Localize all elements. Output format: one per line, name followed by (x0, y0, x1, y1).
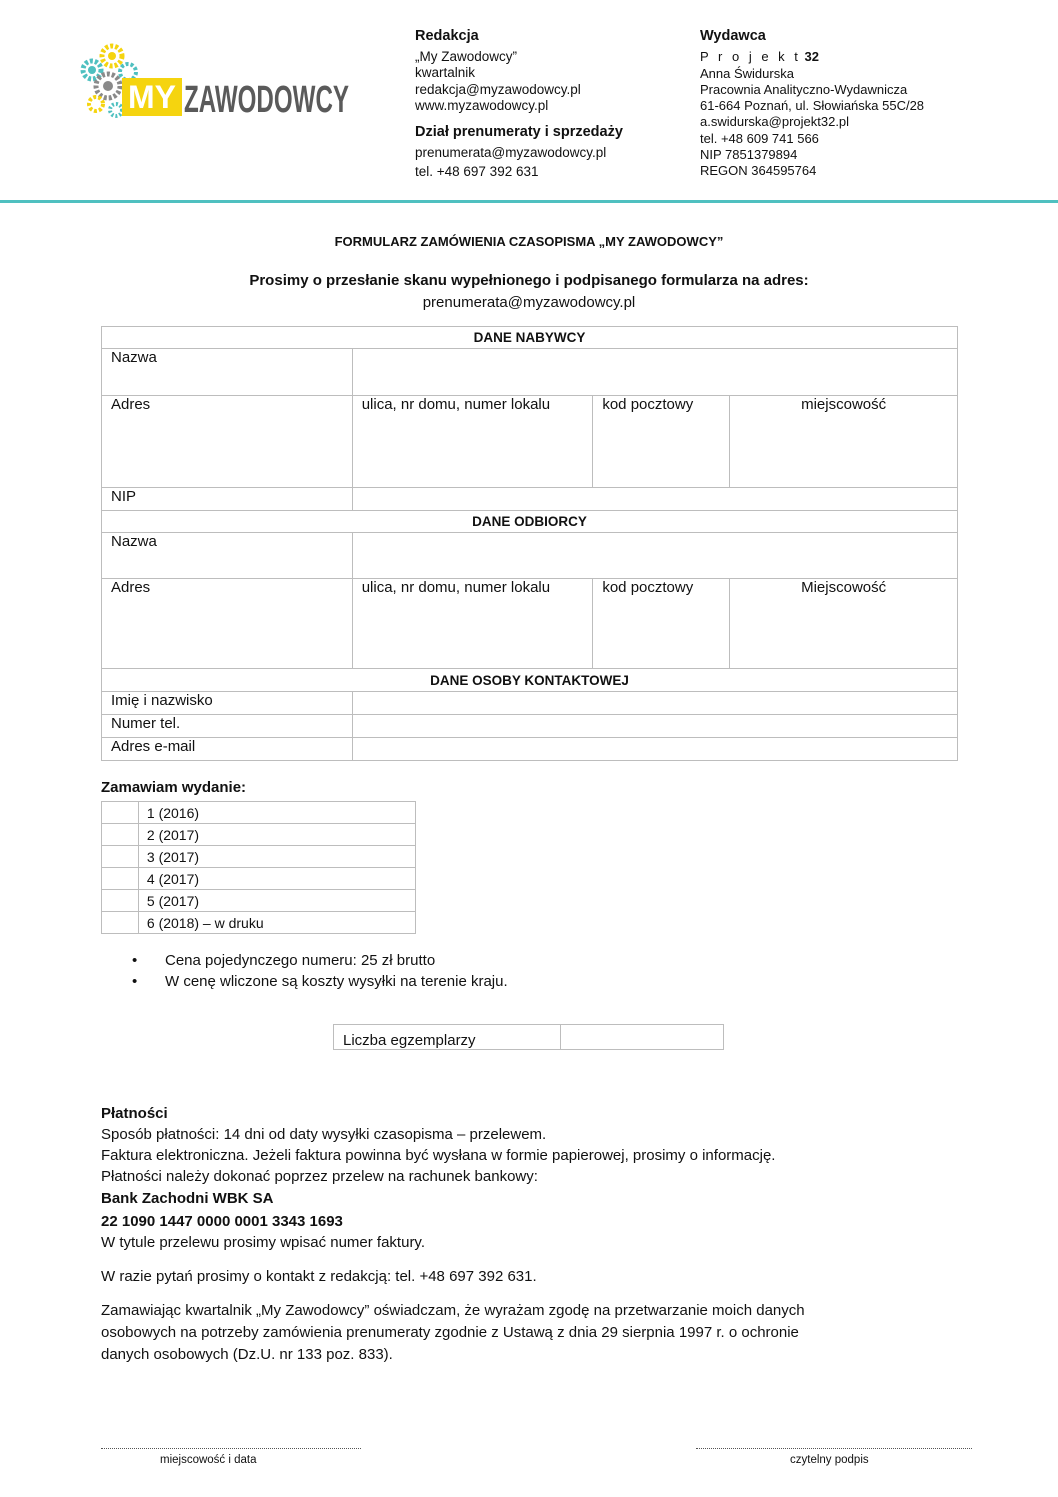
payment-text: W tytule przelewu prosimy wpisać numer faktury. (101, 1234, 425, 1251)
place-date-label: miejscowość i data (160, 1454, 257, 1466)
redakcja-block (415, 28, 623, 181)
dzial-heading: Dział prenumeraty i sprzedaży (415, 123, 623, 140)
wydawca-line: Pracownia Analityczno-Wydawnicza (700, 81, 908, 97)
redakcja-line: kwartalnik (415, 65, 476, 80)
logo-my: MY (128, 79, 176, 115)
label-nip: NIP (102, 488, 353, 511)
my-zawodowcy-logo (78, 42, 353, 122)
section-heading-odbiorca: DANE ODBIORCY (102, 511, 958, 533)
issues-heading: Zamawiam wydanie: (101, 779, 247, 796)
kontakt-imie-field[interactable] (352, 692, 957, 715)
label-tel: Numer tel. (102, 715, 353, 738)
instruction-email: prenumerata@myzawodowcy.pl (422, 294, 636, 311)
buyer-form-table (101, 326, 958, 761)
kontakt-tel-field[interactable] (352, 715, 957, 738)
redakcja-heading: Redakcja (415, 28, 479, 44)
payment-section (101, 1103, 1001, 1366)
form-title: FORMULARZ ZAMÓWIENIA CZASOPISMA „MY ZAWODOWCY” (334, 234, 724, 249)
dzial-tel: tel. +48 697 392 631 (415, 164, 539, 179)
odbiorca-nazwa-field[interactable] (352, 533, 957, 579)
wydawca-line: a.swidurska@projekt32.pl (700, 114, 850, 130)
label-nazwa: Nazwa (102, 349, 353, 396)
issue-checkbox[interactable] (102, 824, 139, 846)
wydawca-line: Anna Świdurska (700, 65, 794, 81)
issues-table (101, 801, 416, 934)
signature-label: czytelny podpis (790, 1454, 869, 1466)
payment-text: Płatności należy dokonać poprzez przelew na rachunek bankowy: (101, 1168, 538, 1185)
kontakt-email-field[interactable] (352, 738, 957, 761)
copies-field[interactable] (560, 1025, 723, 1050)
bullet-item: • Cena pojedynczego numeru: 25 zł brutto (135, 950, 508, 971)
label-email: Adres e-mail (102, 738, 353, 761)
nabywca-miejscowosc-field[interactable]: miejscowość (730, 396, 958, 488)
projekt-name: P r o j e k t 32 (700, 49, 819, 65)
issue-checkbox[interactable] (102, 912, 139, 934)
contact-text: W razie pytań prosimy o kontakt z redakcją: tel. +48 697 392 631. (101, 1268, 537, 1285)
wydawca-heading: Wydawca (700, 28, 766, 44)
place-date-line[interactable] (101, 1448, 361, 1449)
label-adres: Adres (102, 396, 353, 488)
price-notes (135, 950, 508, 992)
copies-table (333, 1024, 724, 1050)
issue-checkbox[interactable] (102, 802, 139, 824)
odbiorca-ulica-field[interactable]: ulica, nr domu, numer lokalu (352, 579, 593, 669)
label-imie: Imię i nazwisko (102, 692, 353, 715)
signature-line[interactable] (696, 1448, 972, 1449)
dzial-email: prenumerata@myzawodowcy.pl (415, 145, 607, 160)
wydawca-line: REGON 364595764 (700, 163, 817, 179)
wydawca-block (700, 28, 924, 180)
header-divider (0, 200, 1058, 203)
issue-checkbox[interactable] (102, 868, 139, 890)
redakcja-www: www.myzawodowcy.pl (415, 98, 549, 113)
issue-checkbox[interactable] (102, 846, 139, 868)
issue-label: 2 (2017) (138, 824, 415, 846)
bank-name: Bank Zachodni WBK SA (101, 1190, 274, 1207)
payment-text: Sposób płatności: 14 dni od daty wysyłki czasopisma – przelewem. (101, 1126, 547, 1143)
instruction (0, 270, 1058, 314)
wydawca-line: 61-664 Poznań, ul. Słowiańska 55C/28 (700, 98, 925, 114)
odbiorca-miejscowosc-field[interactable]: Miejscowość (730, 579, 958, 669)
issue-label: 3 (2017) (138, 846, 415, 868)
issue-label: 6 (2018) – w druku (138, 912, 415, 934)
issue-label: 4 (2017) (138, 868, 415, 890)
instruction-text: Prosimy o przesłanie skanu wypełnionego i podpisanego formularza na adres: (249, 272, 809, 289)
issue-label: 1 (2016) (138, 802, 415, 824)
bank-account: 22 1090 1447 0000 0001 3343 1693 (101, 1213, 343, 1230)
logo-zawodowcy: ZAWODOWCY (184, 79, 349, 121)
label-nazwa: Nazwa (102, 533, 353, 579)
odbiorca-kod-field[interactable]: kod pocztowy (593, 579, 730, 669)
redakcja-line: „My Zawodowcy” (415, 48, 518, 64)
nabywca-kod-field[interactable]: kod pocztowy (593, 396, 730, 488)
wydawca-line: tel. +48 609 741 566 (700, 130, 819, 146)
bullet-item: • W cenę wliczone są koszty wysyłki na terenie kraju. (135, 971, 508, 992)
nabywca-nip-field[interactable] (352, 488, 957, 511)
section-heading-nabywca: DANE NABYWCY (102, 327, 958, 349)
payment-text: Faktura elektroniczna. Jeżeli faktura powinna być wysłana w formie papierowej, prosimy o informację. (101, 1147, 776, 1164)
section-heading-kontakt: DANE OSOBY KONTAKTOWEJ (102, 669, 958, 692)
copies-label: Liczba egzemplarzy (334, 1025, 561, 1050)
nabywca-nazwa-field[interactable] (352, 349, 957, 396)
nabywca-ulica-field[interactable]: ulica, nr domu, numer lokalu (352, 396, 593, 488)
redakcja-email: redakcja@myzawodowcy.pl (415, 81, 581, 97)
issue-label: 5 (2017) (138, 890, 415, 912)
issue-checkbox[interactable] (102, 890, 139, 912)
label-adres: Adres (102, 579, 353, 669)
consent-text: Zamawiając kwartalnik „My Zawodowcy” oświadczam, że wyrażam zgodę na przetwarzanie moich danych osobowych na potrzeby zamówienia prenumeraty zgodnie z Ustawą z dnia 29 sierpnia 1997 r. o ochronie danych osobowych (Dz.U. nr 133 poz. 833). (101, 1302, 805, 1363)
wydawca-line: NIP 7851379894 (700, 147, 798, 163)
payment-heading: Płatności (101, 1105, 168, 1122)
